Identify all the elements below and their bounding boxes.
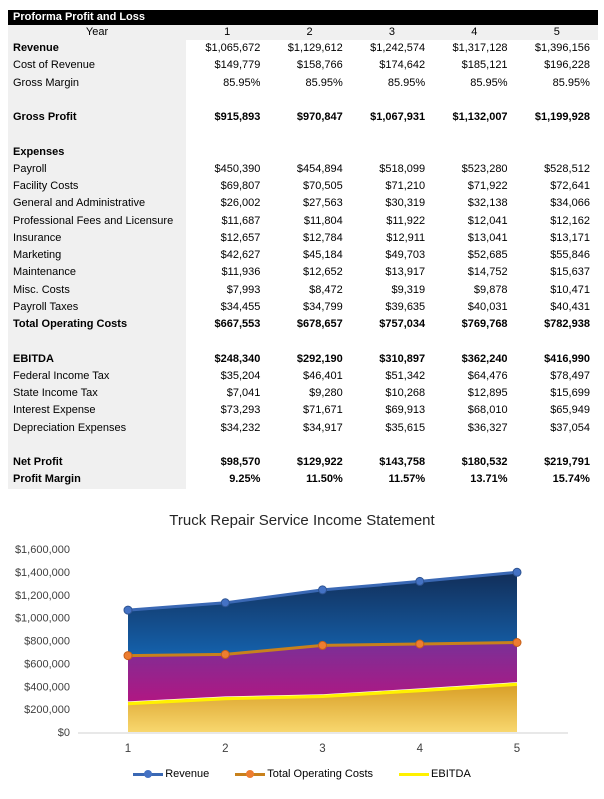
year-column-2: 2 [306, 26, 313, 38]
cell-value: $65,949 [550, 404, 590, 417]
table-row [8, 40, 598, 57]
data-point-marker [416, 577, 424, 585]
data-point-marker [124, 652, 132, 660]
legend-item-ebitda [399, 768, 471, 780]
cell-value [268, 333, 350, 350]
chart-title: Truck Repair Service Income Statement [169, 512, 435, 529]
row-label: State Income Tax [8, 385, 186, 402]
cell-value: $185,121 [461, 59, 508, 72]
table-row [8, 109, 598, 126]
table-row [8, 282, 598, 299]
cell-value [268, 92, 350, 109]
cell-value: $34,455 [220, 300, 261, 313]
cell-value: $49,703 [385, 249, 426, 261]
cell-value: $35,204 [220, 369, 261, 382]
table-row [8, 437, 598, 454]
cell-value: $9,280 [309, 387, 343, 399]
cell-value: $71,671 [303, 404, 343, 417]
cell-value: $10,268 [385, 387, 426, 399]
cell-value: $248,340 [214, 352, 261, 365]
cell-value: $40,031 [467, 300, 508, 313]
row-label: Cost of Revenue [8, 57, 186, 74]
y-axis-tick-label: $600,000 [24, 658, 70, 671]
data-point-marker [513, 568, 521, 576]
cell-value: $9,878 [473, 283, 508, 296]
row-label: Total Operating Costs [8, 316, 186, 333]
y-axis-tick-label: $1,000,000 [14, 612, 70, 625]
cell-value: $42,627 [220, 249, 261, 261]
table-row [8, 126, 598, 143]
cell-value: $35,615 [385, 421, 426, 434]
cell-value: $68,010 [467, 404, 508, 417]
cell-value: $14,752 [467, 266, 508, 279]
table-row [8, 454, 598, 471]
table-row [8, 351, 598, 368]
cell-value: $36,327 [467, 421, 508, 434]
y-axis-tick-label: $400,000 [24, 681, 70, 694]
cell-value: $15,699 [550, 387, 590, 399]
cell-value: $13,041 [467, 231, 508, 244]
cell-value: $416,990 [544, 352, 590, 365]
cell-value: $46,401 [303, 369, 343, 382]
cell-value: $73,293 [220, 404, 261, 417]
cell-value: $1,129,612 [287, 42, 343, 54]
row-label: Revenue [8, 40, 186, 57]
cell-value [516, 126, 598, 143]
x-axis-tick-label: 1 [124, 743, 132, 755]
y-axis-tick-label: $1,400,000 [14, 566, 70, 579]
cell-value: $55,846 [550, 249, 590, 261]
row-label: Federal Income Tax [8, 368, 186, 385]
cell-value [516, 92, 598, 109]
income-area-chart [0, 500, 604, 799]
cell-value [268, 144, 350, 161]
cell-value [186, 92, 268, 109]
cell-value: $174,642 [379, 59, 426, 72]
y-axis-tick-label: $800,000 [24, 635, 70, 648]
cell-value: $1,242,574 [370, 42, 426, 54]
cell-value [268, 126, 350, 143]
table-row [8, 230, 598, 247]
cell-value: 11.50% [306, 473, 343, 486]
year-column-5: 5 [553, 26, 560, 38]
cell-value: $757,034 [379, 318, 426, 330]
cell-value: $45,184 [303, 249, 343, 261]
legend-marker-dot [246, 770, 254, 778]
y-axis-tick-label: $1,600,000 [14, 544, 70, 556]
row-label: EBITDA [8, 351, 186, 368]
cell-value: $518,099 [379, 162, 426, 175]
table-row [8, 144, 598, 161]
row-label: Net Profit [8, 454, 186, 471]
cell-value [351, 437, 433, 454]
row-label: Facility Costs [8, 178, 186, 195]
cell-value: $26,002 [220, 197, 261, 210]
cell-value: $64,476 [467, 369, 508, 382]
cell-value [351, 126, 433, 143]
row-label: Gross Profit [8, 109, 186, 126]
table-row [8, 195, 598, 212]
cell-value: $915,893 [214, 111, 261, 123]
cell-value [433, 333, 515, 350]
cell-value: $69,913 [385, 404, 426, 417]
x-axis-tick-label: 4 [416, 743, 424, 755]
year-header-label: Year [85, 26, 109, 38]
cell-value: $78,497 [550, 369, 590, 382]
table-title: Proforma Profit and Loss [13, 11, 146, 23]
cell-value: 13.71% [470, 473, 508, 486]
cell-value: 85.95% [223, 76, 261, 89]
cell-value: $34,799 [303, 300, 343, 313]
table-row [8, 385, 598, 402]
cell-value [351, 92, 433, 109]
cell-value: $52,685 [467, 249, 508, 261]
cell-value: 11.57% [388, 473, 426, 486]
legend-item-revenue [133, 768, 209, 780]
cell-value: $1,199,928 [534, 111, 590, 123]
year-column-1: 1 [224, 26, 231, 38]
data-point-marker [319, 641, 327, 649]
legend-marker-dot [144, 770, 152, 778]
cell-value [433, 144, 515, 161]
table-row [8, 57, 598, 74]
y-axis-tick-label: $1,200,000 [14, 589, 70, 602]
cell-value: $34,917 [303, 421, 343, 434]
cell-value: $11,936 [221, 266, 261, 279]
row-label: Misc. Costs [8, 282, 186, 299]
cell-value: 85.95% [552, 76, 590, 89]
table-row [8, 316, 598, 333]
cell-value: $15,637 [550, 266, 590, 279]
cell-value: $40,431 [550, 300, 590, 313]
y-axis-tick-label: $0 [57, 727, 70, 739]
cell-value: $970,847 [296, 111, 343, 123]
table-row [8, 75, 598, 92]
cell-value: $1,067,931 [370, 111, 426, 123]
y-axis-tick-label: $200,000 [24, 704, 70, 717]
cell-value: $13,917 [385, 266, 426, 279]
cell-value [351, 144, 433, 161]
proforma-profit-loss-table [8, 10, 598, 489]
cell-value: $7,041 [226, 387, 261, 399]
row-label: Profit Margin [8, 471, 186, 488]
cell-value: $450,390 [214, 162, 261, 175]
row-label: Marketing [8, 247, 186, 264]
row-label [8, 92, 186, 109]
cell-value: $30,319 [385, 197, 426, 210]
cell-value: $678,657 [296, 318, 343, 330]
cell-value: $12,652 [303, 266, 343, 279]
row-label: General and Administrative [8, 195, 186, 212]
table-row [8, 402, 598, 419]
cell-value: 85.95% [387, 76, 426, 89]
table-row [8, 92, 598, 109]
legend-label: Revenue [165, 768, 210, 780]
cell-value: $1,317,128 [452, 42, 508, 54]
table-row [8, 247, 598, 264]
x-axis-tick-label: 2 [222, 743, 229, 755]
legend-label: Total Operating Costs [267, 768, 374, 780]
table-row [8, 178, 598, 195]
cell-value: $219,791 [544, 456, 590, 468]
cell-value: $34,066 [550, 197, 590, 210]
cell-value: $782,938 [544, 318, 590, 330]
x-axis-tick-label: 3 [319, 743, 326, 755]
data-point-marker [221, 650, 229, 658]
table-row [8, 213, 598, 230]
cell-value: $362,240 [461, 352, 508, 365]
cell-value: $13,171 [550, 231, 590, 244]
cell-value: $98,570 [220, 456, 261, 468]
cell-value: $69,807 [220, 180, 261, 192]
cell-value [186, 437, 268, 454]
cell-value [186, 333, 268, 350]
cell-value: $39,635 [385, 300, 426, 313]
data-point-marker [221, 599, 229, 607]
cell-value: $9,319 [391, 283, 426, 296]
row-label: Gross Margin [8, 75, 186, 92]
cell-value: $129,922 [296, 456, 343, 468]
cell-value [186, 144, 268, 161]
cell-value: $523,280 [461, 162, 508, 175]
cell-value: 85.95% [305, 76, 343, 89]
cell-value: $34,232 [220, 421, 261, 434]
row-label: Insurance [8, 230, 186, 247]
cell-value: $7,993 [226, 283, 261, 296]
data-point-marker [416, 640, 424, 648]
cell-value: 9.25% [229, 473, 261, 486]
cell-value [433, 437, 515, 454]
chart-legend [0, 768, 604, 780]
cell-value: $72,641 [550, 180, 590, 192]
row-label [8, 333, 186, 350]
cell-value: 15.74% [552, 473, 590, 486]
row-label [8, 437, 186, 454]
cell-value: $292,190 [296, 352, 343, 365]
row-label: Payroll [8, 161, 186, 178]
cell-value [351, 333, 433, 350]
cell-value: $454,894 [296, 162, 343, 175]
data-point-marker [319, 586, 327, 594]
cell-value [433, 92, 515, 109]
cell-value: $143,758 [379, 456, 426, 468]
table-row [8, 333, 598, 350]
cell-value: $196,228 [544, 59, 590, 72]
cell-value: $27,563 [303, 197, 343, 210]
table-row [8, 471, 598, 488]
row-label: Depreciation Expenses [8, 420, 186, 437]
cell-value [516, 144, 598, 161]
cell-value: $1,396,156 [534, 42, 590, 54]
cell-value: $12,041 [467, 214, 508, 227]
cell-value: $10,471 [550, 283, 590, 296]
legend-line-swatch [235, 773, 265, 776]
legend-label: EBITDA [431, 768, 471, 780]
cell-value [516, 333, 598, 350]
cell-value: $180,532 [461, 456, 508, 468]
year-header-row [8, 25, 598, 40]
cell-value: 85.95% [470, 76, 508, 89]
cell-value [433, 126, 515, 143]
cell-value: $11,922 [386, 214, 426, 227]
cell-value: $1,065,672 [205, 42, 261, 54]
cell-value: $12,784 [303, 231, 343, 244]
table-row [8, 161, 598, 178]
cell-value: $8,472 [309, 283, 343, 296]
cell-value: $37,054 [550, 421, 590, 434]
row-label: Interest Expense [8, 402, 186, 419]
cell-value: $667,553 [214, 318, 261, 330]
table-row [8, 264, 598, 281]
cell-value: $12,895 [467, 387, 508, 399]
legend-line-swatch [133, 773, 163, 776]
cell-value: $11,687 [221, 214, 261, 227]
year-column-3: 3 [388, 26, 396, 38]
cell-value: $51,342 [385, 369, 426, 382]
row-label: Maintenance [8, 264, 186, 281]
cell-value: $769,768 [461, 318, 508, 330]
legend-item-total-operating-costs [235, 768, 373, 780]
cell-value: $71,210 [385, 180, 426, 192]
cell-value: $12,911 [386, 231, 426, 244]
cell-value: $1,132,007 [452, 111, 508, 123]
table-body [8, 40, 598, 489]
cell-value: $32,138 [467, 197, 508, 210]
cell-value [186, 126, 268, 143]
cell-value [516, 437, 598, 454]
cell-value: $70,505 [303, 180, 343, 192]
cell-value: $149,779 [214, 59, 261, 72]
cell-value: $12,162 [550, 214, 590, 227]
table-row [8, 368, 598, 385]
row-label: Expenses [8, 144, 186, 161]
row-label: Professional Fees and Licensure [8, 213, 186, 230]
row-label [8, 126, 186, 143]
x-axis-tick-label: 5 [513, 743, 521, 755]
cell-value: $12,657 [220, 231, 261, 244]
table-row [8, 299, 598, 316]
data-point-marker [513, 639, 521, 647]
cell-value [268, 437, 350, 454]
cell-value: $71,922 [467, 180, 508, 192]
table-row [8, 420, 598, 437]
legend-line-swatch [399, 773, 429, 776]
row-label: Payroll Taxes [8, 299, 186, 316]
table-title-bar [8, 10, 598, 25]
cell-value: $158,766 [296, 59, 343, 72]
cell-value: $310,897 [379, 352, 426, 365]
year-column-4: 4 [471, 26, 478, 38]
cell-value: $528,512 [544, 162, 590, 175]
cell-value: $11,804 [303, 214, 343, 227]
data-point-marker [124, 606, 132, 614]
income-statement-chart [0, 500, 604, 799]
